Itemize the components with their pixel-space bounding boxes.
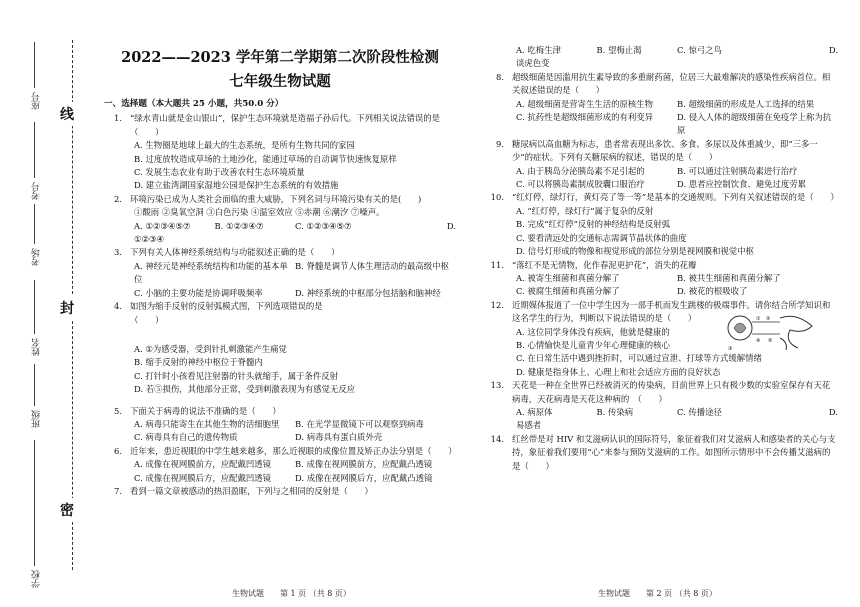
option: D. xyxy=(828,406,838,417)
question-stem: 环境污染已成为人类社会面临的重大威胁，下列名词与环境污染有关的是( ) xyxy=(130,193,422,204)
option: A. 超级细菌是营寄生生活的原核生物 xyxy=(516,98,653,109)
question-number: 4. xyxy=(114,301,122,312)
option: A. 病毒只能寄生在其他生物的活细胞里 xyxy=(134,418,280,429)
option: D. 侵入人体的超级细菌在免疫学上称为抗原 xyxy=(677,112,832,136)
seal-char-seal: 封 xyxy=(60,296,74,320)
option: B. 可以通过注射胰岛素进行治疗 xyxy=(677,165,798,176)
option: A. 被寄生细菌和真菌分解了 xyxy=(516,272,620,283)
question-stem: 看到一篇文章被感动的热泪盈眶，下列与之相同的反射是（ ） xyxy=(130,485,373,496)
option: D. 建立盐湾湖国家湿地公园是保护生态系统的有效措施 xyxy=(134,180,339,191)
school-label: 学校 xyxy=(32,570,42,588)
question-stem: 近期媒体报道了一位中学生因为一部手机而发生跳楼的极端事件。请你结合所学知识和这名学生的行为，判断以下说法错误的是（ ） xyxy=(512,299,831,324)
option: D. xyxy=(446,220,456,231)
question-number: 10. xyxy=(490,192,504,203)
question-7 xyxy=(104,485,456,498)
option: A. ①为感受器，受到针扎刺激能产生痛觉 xyxy=(134,343,287,354)
option: B. 望梅止渴 xyxy=(596,45,642,55)
option: B. 在光学显微镜下可以观察到病毒 xyxy=(295,418,424,429)
option: A. “红灯停，绿灯行”属于复杂的反射 xyxy=(516,205,654,216)
question-4 xyxy=(104,300,456,396)
question-stem: 超级细菌是因滥用抗生素导致的多重耐药菌，位居三大最难解决的感染性疾病首位。相关叙述错误的是（ ） xyxy=(512,71,831,96)
question-stem: 近年来，患近视眼的中学生越来越多，那么近视眼的成像位置及矫正办法分别是（ ） xyxy=(130,445,457,456)
question-6 xyxy=(104,445,456,485)
question-number: 9. xyxy=(496,138,504,149)
option: C. 被腐生细菌和真菌分解了 xyxy=(516,286,620,297)
question-stem: 天花是一种在全世界已经被消灭的传染病，目前世界上只有极少数的实验室保存有天花病毒，天花病毒是天花这种病的 （ ） xyxy=(512,380,831,404)
section-heading: 一、选择题（本大题共 25 小题，共50.0 分） xyxy=(104,99,284,109)
option-continued: 易感者 xyxy=(516,420,542,431)
question-stem: 红丝带是对 HIV 和艾滋病认识的国际符号，象征着我们对艾滋病人和感染者的关心与支持，象征着我们要用“心”来参与预防艾滋病的工作。如图所示情形中不会传播艾滋病的是（ ） xyxy=(512,433,836,471)
option: A. 由于胰岛分泌胰岛素不足引起的 xyxy=(516,165,645,176)
option-continued: ①②③④ xyxy=(134,234,165,245)
exam-number-line xyxy=(34,122,35,178)
svg-text:①: ① xyxy=(756,316,761,322)
option: C. 发展生态农业有助于改善农村生态环境质量 xyxy=(134,167,305,178)
question-stem: “红灯停，绿灯行，黄灯亮了等一等”是基本的交通规则。下列有关叙述错误的是（ ） xyxy=(512,192,839,203)
exam-room-label: 考场 xyxy=(32,248,42,266)
question-7-options xyxy=(486,44,838,71)
question-12 xyxy=(486,299,838,379)
option: D. 成像在视网膜后方，应配戴凸透镜 xyxy=(295,472,433,483)
class-line xyxy=(34,364,35,406)
question-number: 5. xyxy=(114,405,122,416)
option: B. 被共生细菌和真菌分解了 xyxy=(677,272,781,283)
option: D. 若⑤损伤，其他部分正常，受到刺激表现为有感觉无反应 xyxy=(134,384,356,395)
name-label: 姓名 xyxy=(32,338,42,356)
question-number: 3. xyxy=(114,247,122,258)
option: A. 吃梅生津 xyxy=(516,45,561,55)
exam-room-line xyxy=(34,204,35,244)
option: B. 超级细菌的形成是人工选择的结果 xyxy=(677,98,815,109)
question-stem: 糖尿病以高血糖为标志，患者常表现出多饮、多食、多尿以及体重减少，即“三多一少”的症状。下列有关糖尿病的叙述，错误的是（ ） xyxy=(512,138,818,163)
name-line xyxy=(34,280,35,334)
option: D. 神经系统的中枢部分包括脑和脑神经 xyxy=(295,287,441,298)
exam-subtitle: 七年级生物试题 xyxy=(229,73,331,90)
option: B. 传染病 xyxy=(596,406,634,417)
option-continued: 谈虎色变 xyxy=(516,58,550,69)
exam-number-label: 考号 xyxy=(32,182,42,200)
question-10 xyxy=(486,191,838,258)
question-number: 12. xyxy=(490,299,504,310)
question-number: 7. xyxy=(114,485,122,496)
question-number: 1. xyxy=(114,113,122,124)
seal-char-line: 线 xyxy=(60,102,74,126)
option: D. 患者应控制饮食、避免过度劳累 xyxy=(677,179,806,190)
option: A. 成像在视网膜前方，应配戴凹透镜 xyxy=(134,459,271,470)
option: C. 要看清远处的交通标志需调节晶状体的曲度 xyxy=(516,232,687,243)
option: C. 可以将胰岛素制成胶囊口服治疗 xyxy=(516,179,645,190)
option-list: ①酸雨 ②臭氧空洞 ③白色污染 ④温室效应 ⑤赤潮 ⑥潮汐 ⑦噪声。 xyxy=(134,207,385,218)
option: C. 打针时小孩看见注射器的针头就缩手，属于条件反射 xyxy=(134,370,339,381)
option: B. 成像在视网膜前方，应配戴凸透镜 xyxy=(295,459,433,470)
option: A. ①②③④⑤⑦ xyxy=(134,220,191,231)
svg-text:⑤: ⑤ xyxy=(768,338,773,344)
option: B. 脊髓是调节人体生理活动的最高级中枢 xyxy=(295,260,449,271)
question-number: 11. xyxy=(490,259,504,270)
exam-title: 2022——2023 学年第二学期第二次阶段性检测 xyxy=(121,49,439,66)
question-8 xyxy=(486,71,838,138)
option: D. 病毒具有蛋白质外壳 xyxy=(295,432,383,443)
page-2-footer: 生物试题 第 2 页 （共 8 页） xyxy=(598,589,717,598)
option: C. 在日常生活中遇到挫折时，可以通过宣泄、打球等方式缓解情绪 xyxy=(516,353,762,364)
option: C. 病毒具有自己的遗传物质 xyxy=(134,432,238,443)
seat-number-line xyxy=(34,42,35,88)
option: D. 信号灯形成的物像和视觉形成的部位分别是视网膜和视觉中枢 xyxy=(516,246,754,257)
option: C. 传播途径 xyxy=(677,406,722,417)
page-1-footer: 生物试题 第 1 页 （共 8 页） xyxy=(232,589,351,598)
option: D. 被花的根吸收了 xyxy=(677,286,748,297)
option: B. 完成“红灯停”反射的神经结构是反射弧 xyxy=(516,219,671,230)
option: B. 缩手反射的神经中枢位于脊髓内 xyxy=(134,357,263,368)
question-stem: 下列有关人体神经系统结构与功能叙述正确的是（ ） xyxy=(130,247,340,258)
question-9 xyxy=(486,138,838,192)
question-stem: 如图为缩手反射的反射弧模式图，下列选项错误的是（ ） xyxy=(130,301,323,325)
option: C. 抗药性是超级细菌形成的有利变异 xyxy=(516,112,654,123)
option: D. 健康是指身体上、心理上和社会适应方面的良好状态 xyxy=(516,366,721,377)
question-2 xyxy=(104,193,456,247)
option: C. ①②③④⑤⑦ xyxy=(295,220,352,231)
option: C. 小脑的主要功能是协调呼吸频率 xyxy=(134,287,263,298)
option: D. xyxy=(828,45,838,55)
svg-text:③: ③ xyxy=(728,346,733,352)
question-11 xyxy=(486,259,838,299)
svg-text:④: ④ xyxy=(756,338,761,344)
question-14 xyxy=(486,433,838,473)
question-number: 8. xyxy=(496,71,504,82)
question-1 xyxy=(104,112,456,192)
option: A. 病原体 xyxy=(516,406,553,417)
option: C. 成像在视网膜后方，应配戴凹透镜 xyxy=(134,472,272,483)
question-number: 6. xyxy=(114,445,122,456)
option: B. 心情愉快是儿童青少年心理健康的核心 xyxy=(516,339,670,350)
question-13 xyxy=(486,379,838,433)
question-3 xyxy=(104,246,456,300)
option: A. 神经元是神经系统结构和功能的基本单位 xyxy=(134,260,288,285)
seat-number-label: 座号 xyxy=(32,92,42,110)
question-number: 2. xyxy=(114,193,122,204)
page-2-column xyxy=(486,44,838,473)
question-stem: “绿水青山就是金山银山”，保护生态环境就是造福子孙后代。下列相关说法错误的是（ ） xyxy=(130,113,441,137)
option: B. 过度放牧造成草场的土地沙化，能通过草场的自动调节快速恢复原样 xyxy=(134,153,397,164)
question-number: 14. xyxy=(490,433,504,444)
question-stem: “落红不是无情物，化作春泥更护花”，消失的花瓣 xyxy=(512,259,697,270)
option: B. ①②③④⑦ xyxy=(214,220,264,231)
option: A. 生物圈是地球上最大的生态系统，是所有生物共同的家园 xyxy=(134,140,355,151)
question-number: 13. xyxy=(490,380,504,391)
page-1-column xyxy=(104,48,456,498)
school-line xyxy=(34,440,35,566)
option: C. 惊弓之鸟 xyxy=(677,45,722,55)
question-5 xyxy=(104,405,456,445)
seal-char-secret: 密 xyxy=(60,498,74,522)
option: A. 这位同学身体没有疾病，他就是健康的 xyxy=(516,326,670,337)
class-label: 班级 xyxy=(32,410,42,428)
binding-margin xyxy=(0,0,92,607)
svg-text:②: ② xyxy=(766,316,771,322)
question-stem: 下面关于病毒的说法不准确的是（ ） xyxy=(130,405,281,416)
